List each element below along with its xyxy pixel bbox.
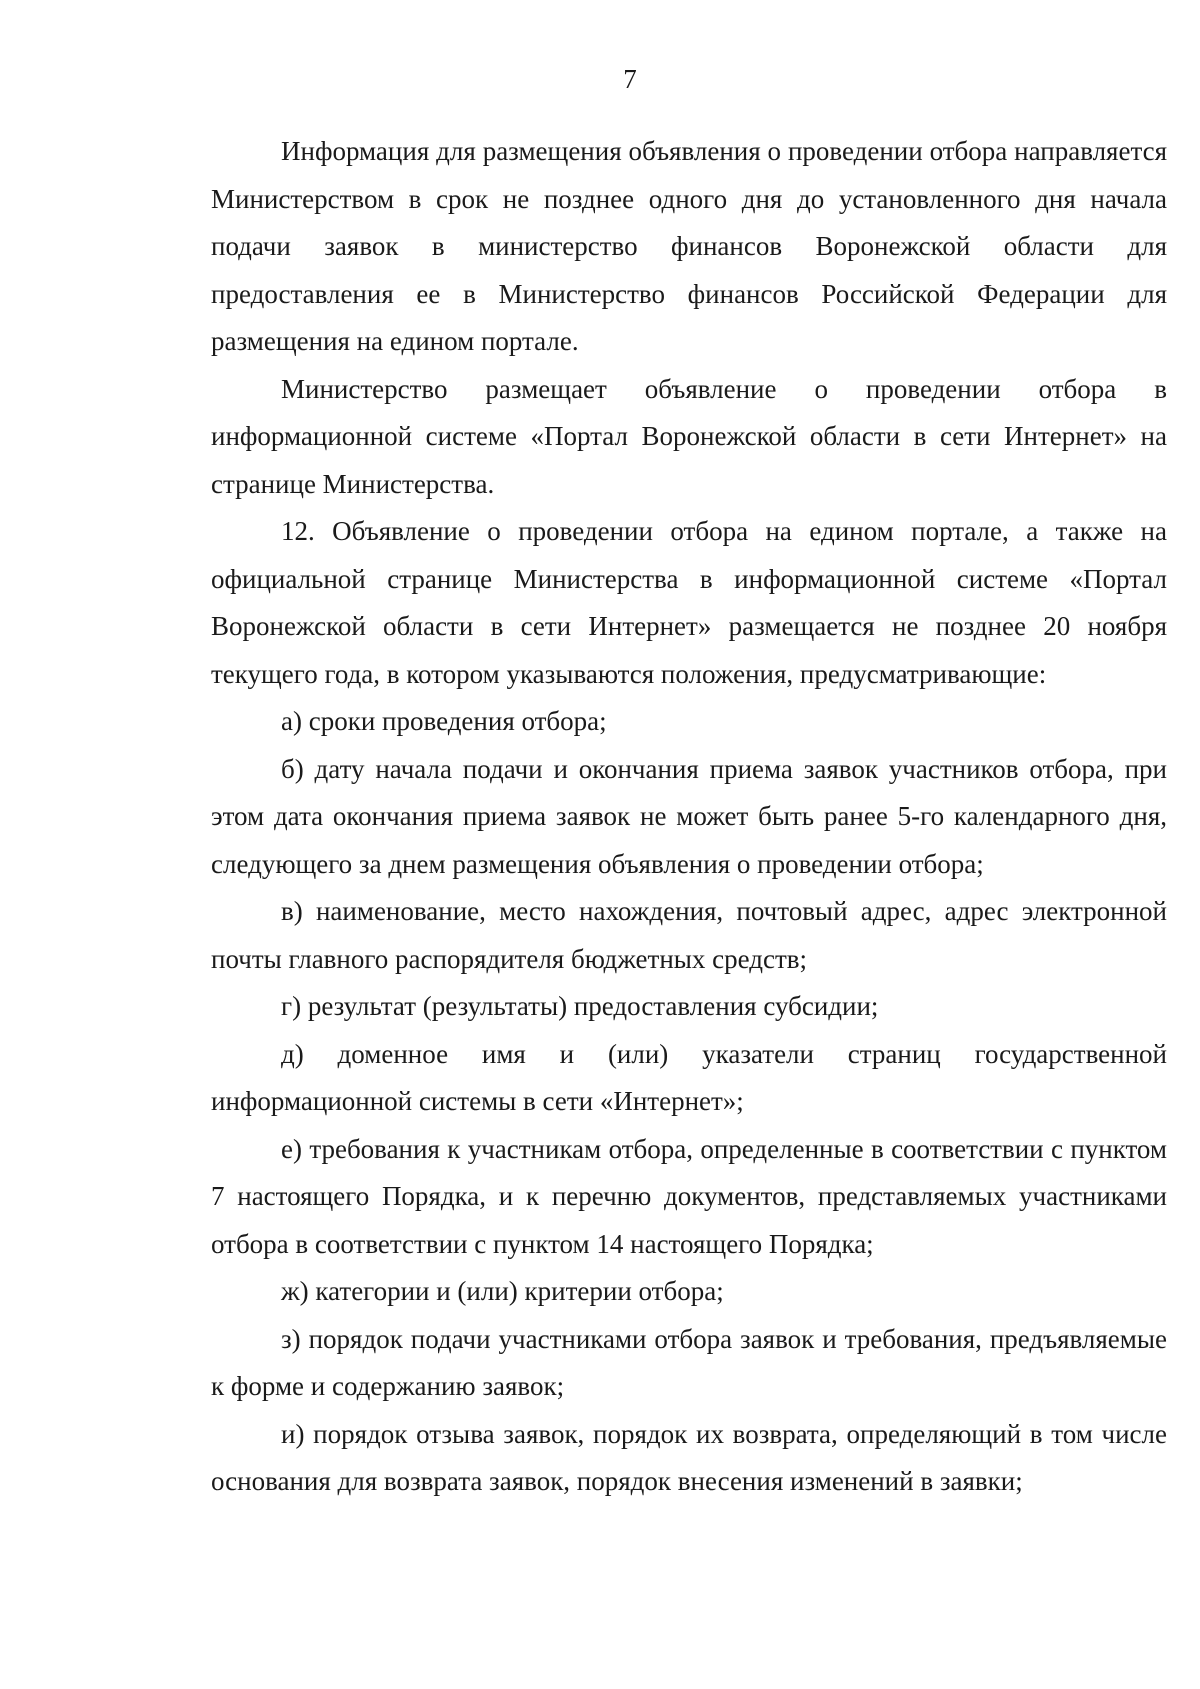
paragraph-item-12: 12. Объявление о проведении отбора на едином портале, а также на официальной странице Министерства в информационной системе «Портал Воронежской области в сети Интернет» размещается не позднее 20 ноября текущего года, в котором указываются положения, предусматривающие:	[211, 516, 1167, 689]
list-item-g: г) результат (результаты) предоставления субсидии;	[281, 991, 879, 1021]
list-item-d: д) доменное имя и (или) указатели страниц государственной информационной системы в сети «Интернет»;	[211, 1038, 1167, 1116]
paragraph-ministry-posting: Министерство размещает объявление о проведении отбора в информационной системе «Портал Воронежской области в сети Интернет» на странице Министерства.	[211, 373, 1167, 499]
page-number: 7	[623, 64, 637, 94]
list-item-zh: ж) категории и (или) критерии отбора;	[281, 1276, 724, 1306]
paragraph-info-submission: Информация для размещения объявления о проведении отбора направляется Министерством в срок не позднее одного дня до установленного дня начала подачи заявок в министерство финансов Воронежской области для предоставления ее в Министерство финансов Российской Федерации для размещения на едином портале.	[211, 136, 1167, 356]
list-item-i: и) порядок отзыва заявок, порядок их возврата, определяющий в том числе основания для возврата заявок, порядок внесения изменений в заявки;	[211, 1418, 1167, 1496]
list-item-e: е) требования к участникам отбора, определенные в соответствии с пунктом 7 настоящего Порядка, и к перечню документов, представляемых участниками отбора в соответствии с пунктом 14 настоящего Порядка;	[211, 1133, 1167, 1259]
list-item-b: б) дату начала подачи и окончания приема заявок участников отбора, при этом дата окончания приема заявок не может быть ранее 5-го календарного дня, следующего за днем размещения объявления о проведении отбора;	[211, 753, 1167, 879]
list-item-v: в) наименование, место нахождения, почтовый адрес, адрес электронной почты главного распорядителя бюджетных средств;	[211, 896, 1167, 974]
document-body	[211, 128, 1167, 1506]
list-item-z: з) порядок подачи участниками отбора заявок и требования, предъявляемые к форме и содержанию заявок;	[211, 1323, 1167, 1401]
list-item-a: а) сроки проведения отбора;	[281, 706, 607, 736]
